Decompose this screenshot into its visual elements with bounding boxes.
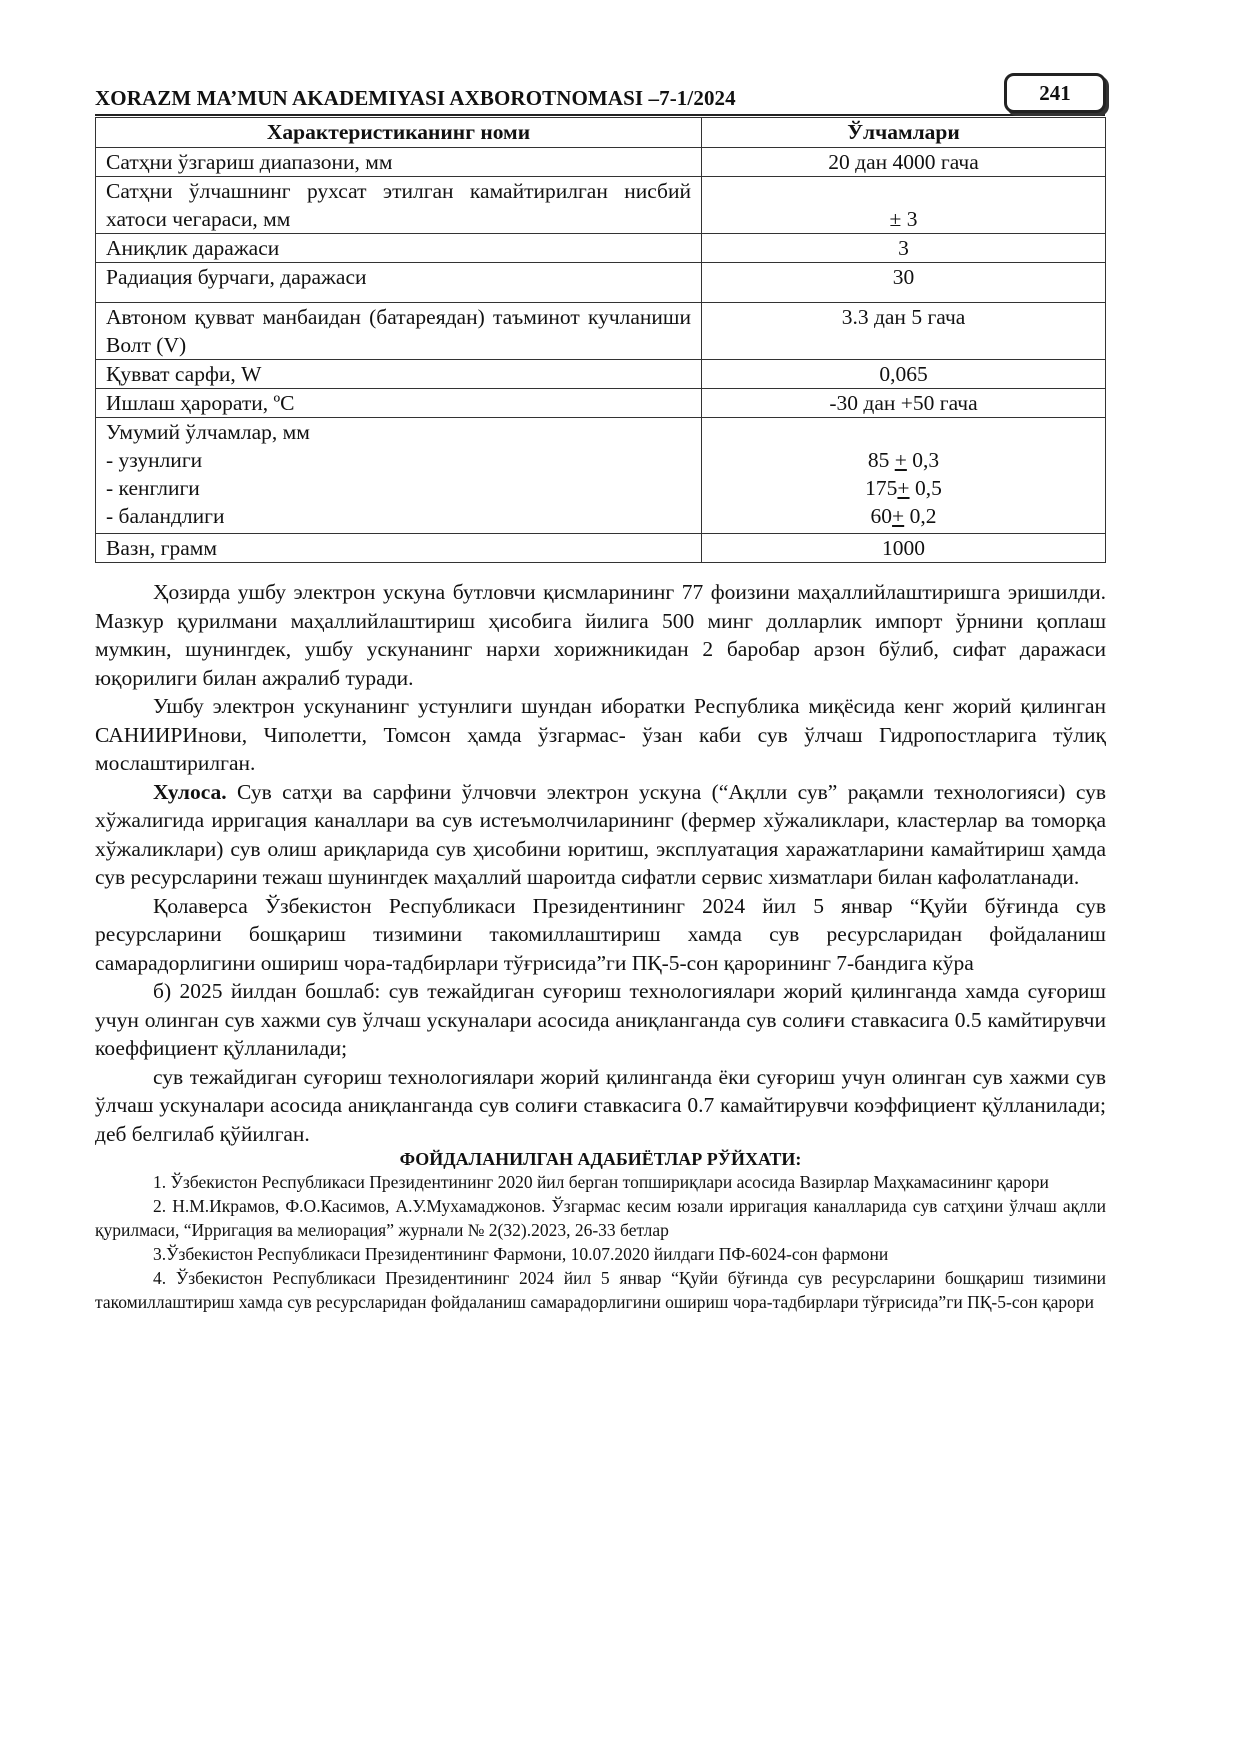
table-row	[96, 418, 1106, 534]
table-cell-value: 0,065	[702, 360, 1106, 389]
dimension-length-label: - узунлиги	[106, 448, 203, 472]
references-list	[95, 1170, 1106, 1314]
table-cell-name: Вазн, грамм	[96, 534, 702, 563]
table-cell-name: Радиация бурчаги, даражаси	[96, 263, 702, 303]
table-cell-name	[96, 418, 702, 534]
paragraph: Ҳозирда ушбу электрон ускуна бутловчи қисмларининг 77 фоизини маҳаллийлаштиришга эришилди. Мазкур қурилмани маҳаллийлаштириш ҳисобига йилига 500 минг долларлик импорт ўрнини қоплаш мумкин, шунингдек, ушбу ускунанинг нархи хорижникидан 2 баробар арзон бўлиб, сифат даражаси юқорилиги билан ажралиб туради.	[95, 580, 1106, 690]
specifications-table	[95, 117, 1106, 563]
table-cell-value: 1000	[702, 534, 1106, 563]
table-row	[96, 534, 1106, 563]
dimension-length-value: 85 + 0,3	[867, 448, 940, 472]
table-cell-name: Сатҳни ўлчашнинг рухсат этилган камайтирилган нисбий хатоси чегараси, мм	[96, 177, 702, 234]
dimension-width-label: - кенглиги	[106, 476, 200, 500]
conclusion-text: Сув сатҳи ва сарфини ўлчовчи электрон ускуна (“Ақлли сув” рақамли технологияси) сув хўжалигида ирригация каналлари ва сув истеъмолчиларининг (фермер хўжаликлари, кластерлар ва томорқа хўжаликлари) сув олиш ариқларида сув ҳисобини юритиш, эксплуатация харажатларини камайтириш ҳамда сув ресурсларини тежаш шунингдек маҳаллий шароитда сифатли сервис хизматлари билан кафолатланади.	[95, 779, 1106, 889]
dimension-height-value: 60+ 0,2	[870, 504, 937, 528]
dimension-height-label: - баландлиги	[106, 504, 225, 528]
paragraph: Ушбу электрон ускунанинг устунлиги шундан иборатки Республика миқёсида кенг жорий қилинган САНИИРИнови, Чиполетти, Томсон ҳамда ўзгармас- ўзан каби сув ўлчаш Гидропостларига тўлиқ мослаштирилган.	[95, 694, 1106, 775]
table-row	[96, 177, 1106, 234]
table-row	[96, 303, 1106, 360]
table-cell-value-text: ± 3	[889, 207, 918, 231]
column-header-name: Характеристиканинг номи	[96, 118, 702, 148]
dimension-width-value: 175+ 0,5	[865, 476, 942, 500]
journal-title: XORAZM MA’MUN AKADEMIYASI AXBOROTNOMASI –7-1/2024	[95, 86, 736, 110]
dimensions-label: Умумий ўлчамлар, мм	[106, 420, 310, 444]
reference-item: 1. Ўзбекистон Республикаси Президентининг 2020 йил берган топшириқлари асосида Вазирлар Маҳкамасининг қарори	[153, 1172, 1049, 1192]
table-cell-value: 20 дан 4000 гача	[702, 148, 1106, 177]
table-cell-value	[702, 418, 1106, 534]
table-cell-name: Аниқлик даражаси	[96, 234, 702, 263]
paragraph: сув тежайдиган суғориш технологиялари жорий қилинганда ёки суғориш учун олинган сув хажми сув ўлчаш ускуналари асосида аниқланганда сув солиғи ставкасига 0.7 камайтирувчи коэффициент қўлланилади; деб белгилаб қўйилган.	[95, 1064, 1106, 1146]
paragraph-conclusion	[95, 778, 1106, 892]
table-row	[96, 234, 1106, 263]
reference-item: 3.Ўзбекистон Республикаси Президентининг Фармони, 10.07.2020 йилдаги ПФ-6024-сон фармони	[153, 1244, 889, 1264]
table-row	[96, 263, 1106, 303]
conclusion-heading: Хулоса.	[153, 779, 227, 804]
reference-item: 2. Н.М.Икрамов, Ф.О.Касимов, А.У.Мухамаджонов. Ўзгармас кесим юзали ирригация каналларида сув сатҳини ўлчаш ақлли қурилмаси, “Ирригация ва мелиорация” журнали № 2(32).2023, 26-33 бетлар	[95, 1196, 1106, 1240]
table-cell-value: 30	[702, 263, 1106, 303]
table-row	[96, 148, 1106, 177]
table-header-row	[96, 118, 1106, 148]
table-cell-name: Ишлаш ҳарорати, ºС	[96, 389, 702, 418]
paragraph: Қолаверса Ўзбекистон Республикаси Президентининг 2024 йил 5 январ “Қуйи бўғинда сув ресурсларини бошқариш тизимини такомиллаштириш хамда сув ресурсларидан фойдаланиш самарадорлигини ошириш чора-тадбирлари тўғрисида”ги ПҚ-5-сон қарорининг 7-бандига кўра	[95, 893, 1106, 975]
paragraph: б) 2025 йилдан бошлаб: сув тежайдиган суғориш технологиялари жорий қилинганда хамда суғориш учун олинган сув хажми сув ўлчаш ускуналари асосида аниқланганда сув солиғи ставкасига 0.5 камйтирувчи коеффициент қўлланилади;	[95, 979, 1106, 1060]
references-title: ФОЙДАЛАНИЛГАН АДАБИЁТЛАР РЎЙХАТИ:	[399, 1149, 802, 1169]
reference-item: 4. Ўзбекистон Республикаси Президентининг 2024 йил 5 январ “Қуйи бўғинда сув ресурсларини бошқариш тизимини такомиллаштириш хамда сув ресурсларидан фойдаланиш самарадорлигини ошириш чора-тадбирлари тўғрисида”ги ПҚ-5-сон қарори	[95, 1268, 1106, 1312]
table-cell-value: 3	[702, 234, 1106, 263]
header-rule	[95, 114, 1105, 116]
table-cell-name: Автоном қувват манбаидан (батареядан) таъминот кучланиши Волт (V)	[96, 303, 702, 360]
table-cell-value	[702, 177, 1106, 234]
table-cell-name: Қувват сарфи, W	[96, 360, 702, 389]
table-row	[96, 389, 1106, 418]
table-cell-value: 3.3 дан 5 гача	[702, 303, 1106, 360]
table-row	[96, 360, 1106, 389]
table-cell-value: -30 дан +50 гача	[702, 389, 1106, 418]
column-header-value: Ўлчамлари	[702, 118, 1106, 148]
article-body	[95, 578, 1106, 1314]
page-number: 241	[1004, 73, 1106, 113]
table-cell-name: Сатҳни ўзгариш диапазони, мм	[96, 148, 702, 177]
